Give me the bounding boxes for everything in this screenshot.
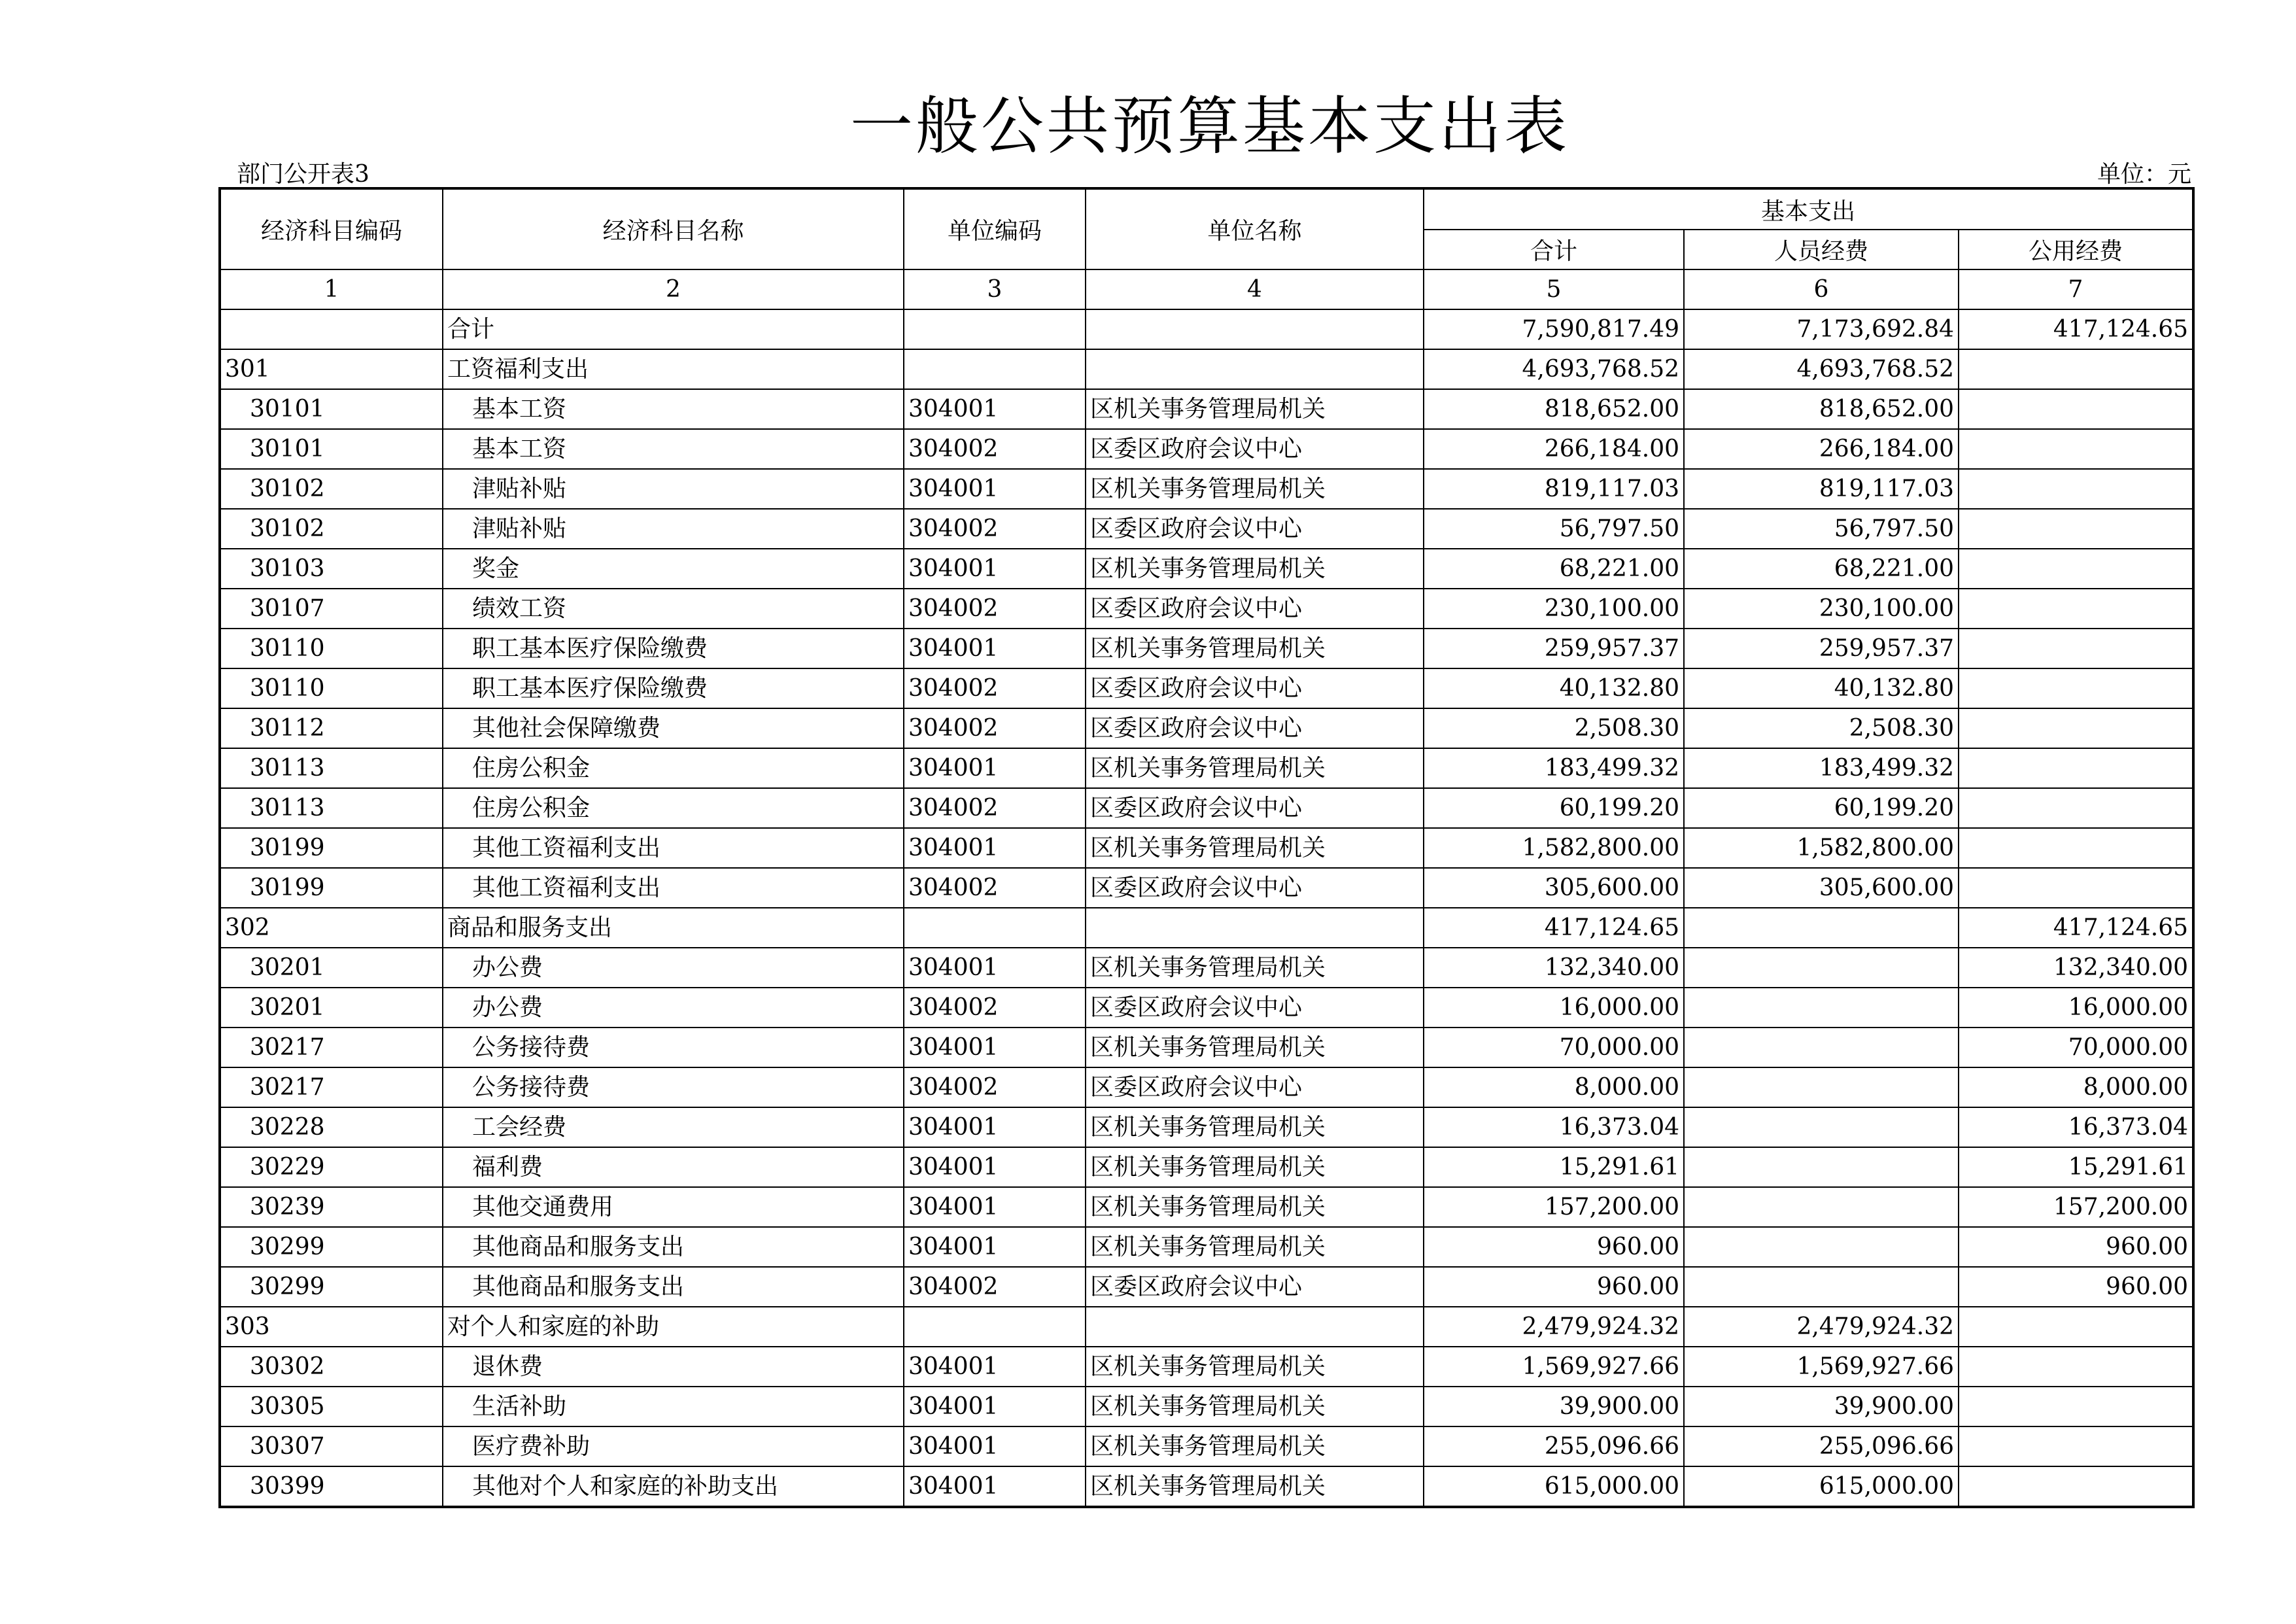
cell-unit-name: 区机关事务管理局机关: [1086, 1147, 1424, 1187]
cell-personnel: 68,221.00: [1684, 549, 1959, 589]
cell-unit-name: 区机关事务管理局机关: [1086, 1347, 1424, 1387]
table-row: [220, 389, 2193, 429]
cell-name: 商品和服务支出: [443, 908, 904, 948]
cell-total: 8,000.00: [1424, 1067, 1684, 1107]
budget-table: [218, 187, 2195, 1508]
cell-unit-name: [1086, 1307, 1424, 1347]
cell-unit-name: 区机关事务管理局机关: [1086, 1466, 1424, 1507]
cell-unit-name: [1086, 908, 1424, 948]
cell-unit-code: 304001: [904, 948, 1086, 988]
cell-total: 1,582,800.00: [1424, 828, 1684, 868]
cell-unit-code: 304002: [904, 868, 1086, 908]
cell-personnel: 818,652.00: [1684, 389, 1959, 429]
cell-total: 183,499.32: [1424, 748, 1684, 788]
table-row: [220, 589, 2193, 629]
cell-unit-code: 304001: [904, 1227, 1086, 1267]
cell-unit-code: 304002: [904, 509, 1086, 549]
cell-unit-name: 区机关事务管理局机关: [1086, 748, 1424, 788]
cell-name: 公务接待费: [443, 1067, 904, 1107]
cell-public: [1959, 1466, 2193, 1507]
cell-unit-code: 304001: [904, 1028, 1086, 1067]
cell-unit-name: 区机关事务管理局机关: [1086, 1227, 1424, 1267]
cell-total: 4,693,768.52: [1424, 349, 1684, 389]
cell-code: 30239: [220, 1187, 443, 1227]
cell-code: 30299: [220, 1227, 443, 1267]
cell-code: 30399: [220, 1466, 443, 1507]
cell-total: 818,652.00: [1424, 389, 1684, 429]
cell-public: [1959, 828, 2193, 868]
cell-public: 8,000.00: [1959, 1067, 2193, 1107]
column-index: 1: [220, 269, 443, 309]
cell-unit-code: 304001: [904, 389, 1086, 429]
cell-name: 基本工资: [443, 429, 904, 469]
cell-public: 157,200.00: [1959, 1187, 2193, 1227]
cell-personnel: [1684, 1147, 1959, 1187]
table-row: [220, 1426, 2193, 1466]
table-label: 部门公开表3: [237, 161, 369, 188]
cell-public: [1959, 708, 2193, 748]
cell-name: 奖金: [443, 549, 904, 589]
cell-public: [1959, 349, 2193, 389]
cell-total: 70,000.00: [1424, 1028, 1684, 1067]
table-row: [220, 1187, 2193, 1227]
cell-unit-name: 区委区政府会议中心: [1086, 668, 1424, 708]
cell-name: 退休费: [443, 1347, 904, 1387]
cell-public: [1959, 509, 2193, 549]
cell-personnel: [1684, 908, 1959, 948]
cell-total: 255,096.66: [1424, 1426, 1684, 1466]
table-row: [220, 908, 2193, 948]
cell-unit-name: 区机关事务管理局机关: [1086, 469, 1424, 509]
cell-code: 30217: [220, 1067, 443, 1107]
cell-unit-name: 区委区政府会议中心: [1086, 868, 1424, 908]
cell-code: 30101: [220, 429, 443, 469]
column-index: 2: [443, 269, 904, 309]
cell-unit-code: [904, 1307, 1086, 1347]
page-title: 一般公共预算基本支出表: [850, 90, 1569, 163]
cell-unit-code: 304002: [904, 1267, 1086, 1307]
table-row: [220, 429, 2193, 469]
cell-personnel: 230,100.00: [1684, 589, 1959, 629]
cell-name: 对个人和家庭的补助: [443, 1307, 904, 1347]
cell-unit-code: 304001: [904, 1426, 1086, 1466]
table-row: [220, 1466, 2193, 1507]
cell-total: 56,797.50: [1424, 509, 1684, 549]
cell-code: 302: [220, 908, 443, 948]
table-row: [220, 509, 2193, 549]
cell-code: 30110: [220, 668, 443, 708]
cell-code: 303: [220, 1307, 443, 1347]
cell-public: [1959, 1347, 2193, 1387]
cell-personnel: 259,957.37: [1684, 629, 1959, 668]
cell-public: 417,124.65: [1959, 309, 2193, 349]
cell-code: 30199: [220, 828, 443, 868]
cell-unit-name: 区机关事务管理局机关: [1086, 1387, 1424, 1426]
cell-code: 30307: [220, 1426, 443, 1466]
cell-unit-name: 区机关事务管理局机关: [1086, 1107, 1424, 1147]
cell-total: 40,132.80: [1424, 668, 1684, 708]
cell-personnel: 39,900.00: [1684, 1387, 1959, 1426]
cell-name: 其他商品和服务支出: [443, 1267, 904, 1307]
cell-personnel: 2,508.30: [1684, 708, 1959, 748]
cell-name: 住房公积金: [443, 748, 904, 788]
cell-unit-code: 304001: [904, 549, 1086, 589]
cell-unit-name: 区机关事务管理局机关: [1086, 1187, 1424, 1227]
cell-personnel: 7,173,692.84: [1684, 309, 1959, 349]
cell-unit-code: 304001: [904, 1147, 1086, 1187]
cell-code: 30229: [220, 1147, 443, 1187]
column-index: 3: [904, 269, 1086, 309]
cell-code: 30102: [220, 469, 443, 509]
cell-personnel: 819,117.03: [1684, 469, 1959, 509]
cell-unit-code: 304001: [904, 748, 1086, 788]
cell-public: [1959, 868, 2193, 908]
cell-personnel: [1684, 948, 1959, 988]
cell-unit-name: 区机关事务管理局机关: [1086, 948, 1424, 988]
cell-total: 305,600.00: [1424, 868, 1684, 908]
cell-unit-code: 304002: [904, 1067, 1086, 1107]
cell-name: 公务接待费: [443, 1028, 904, 1067]
cell-public: 132,340.00: [1959, 948, 2193, 988]
cell-code: 301: [220, 349, 443, 389]
cell-unit-name: 区委区政府会议中心: [1086, 1067, 1424, 1107]
cell-name: 其他社会保障缴费: [443, 708, 904, 748]
cell-public: [1959, 668, 2193, 708]
cell-code: 30113: [220, 788, 443, 828]
cell-total: 819,117.03: [1424, 469, 1684, 509]
table-row: [220, 469, 2193, 509]
cell-name: 生活补助: [443, 1387, 904, 1426]
column-index: 6: [1684, 269, 1959, 309]
cell-name: 办公费: [443, 948, 904, 988]
cell-code: 30201: [220, 988, 443, 1028]
cell-personnel: [1684, 1028, 1959, 1067]
cell-public: [1959, 1387, 2193, 1426]
cell-public: 70,000.00: [1959, 1028, 2193, 1067]
header-personnel: 人员经费: [1684, 230, 1959, 269]
cell-personnel: 40,132.80: [1684, 668, 1959, 708]
cell-name: 津贴补贴: [443, 469, 904, 509]
cell-code: 30201: [220, 948, 443, 988]
cell-unit-name: 区机关事务管理局机关: [1086, 828, 1424, 868]
cell-public: 16,000.00: [1959, 988, 2193, 1028]
cell-unit-code: 304001: [904, 1387, 1086, 1426]
cell-total: 68,221.00: [1424, 549, 1684, 589]
cell-unit-code: 304002: [904, 708, 1086, 748]
cell-code: 30110: [220, 629, 443, 668]
cell-code: 30101: [220, 389, 443, 429]
cell-unit-code: 304001: [904, 469, 1086, 509]
cell-name: 福利费: [443, 1147, 904, 1187]
cell-code: 30113: [220, 748, 443, 788]
cell-code: 30305: [220, 1387, 443, 1426]
cell-name: 住房公积金: [443, 788, 904, 828]
cell-personnel: 1,582,800.00: [1684, 828, 1959, 868]
cell-name: 职工基本医疗保险缴费: [443, 629, 904, 668]
table-row: [220, 748, 2193, 788]
cell-public: [1959, 389, 2193, 429]
table-row: [220, 1347, 2193, 1387]
cell-public: [1959, 589, 2193, 629]
column-index: 5: [1424, 269, 1684, 309]
table-row: [220, 1107, 2193, 1147]
cell-total: 960.00: [1424, 1227, 1684, 1267]
cell-personnel: 1,569,927.66: [1684, 1347, 1959, 1387]
table-row: [220, 788, 2193, 828]
cell-total: 39,900.00: [1424, 1387, 1684, 1426]
cell-total: 132,340.00: [1424, 948, 1684, 988]
cell-unit-name: 区机关事务管理局机关: [1086, 389, 1424, 429]
cell-unit-name: 区委区政府会议中心: [1086, 509, 1424, 549]
cell-personnel: [1684, 1227, 1959, 1267]
cell-public: [1959, 1307, 2193, 1347]
cell-unit-code: 304002: [904, 668, 1086, 708]
column-index: 4: [1086, 269, 1424, 309]
table-row: [220, 1307, 2193, 1347]
cell-public: [1959, 1426, 2193, 1466]
cell-name: 其他工资福利支出: [443, 828, 904, 868]
cell-unit-code: 304001: [904, 1187, 1086, 1227]
table-row: [220, 828, 2193, 868]
column-index: 7: [1959, 269, 2193, 309]
cell-name: 其他对个人和家庭的补助支出: [443, 1466, 904, 1507]
cell-unit-name: 区委区政府会议中心: [1086, 589, 1424, 629]
cell-public: [1959, 549, 2193, 589]
cell-unit-name: 区机关事务管理局机关: [1086, 629, 1424, 668]
cell-public: 15,291.61: [1959, 1147, 2193, 1187]
table-row: [220, 1147, 2193, 1187]
table-row: [220, 1267, 2193, 1307]
cell-public: 960.00: [1959, 1227, 2193, 1267]
table-row: [220, 988, 2193, 1028]
cell-personnel: 2,479,924.32: [1684, 1307, 1959, 1347]
cell-public: [1959, 629, 2193, 668]
cell-unit-name: 区机关事务管理局机关: [1086, 1426, 1424, 1466]
cell-code: 30302: [220, 1347, 443, 1387]
header-code: 经济科目编码: [220, 188, 443, 269]
cell-unit-name: 区委区政府会议中心: [1086, 788, 1424, 828]
cell-personnel: [1684, 1067, 1959, 1107]
cell-total: 417,124.65: [1424, 908, 1684, 948]
cell-total: 266,184.00: [1424, 429, 1684, 469]
cell-public: [1959, 788, 2193, 828]
cell-unit-code: 304002: [904, 988, 1086, 1028]
cell-code: 30299: [220, 1267, 443, 1307]
table-row: [220, 868, 2193, 908]
cell-personnel: [1684, 1107, 1959, 1147]
unit-label: 单位：元: [2097, 161, 2191, 188]
table-row: [220, 349, 2193, 389]
cell-code: 30102: [220, 509, 443, 549]
cell-personnel: 266,184.00: [1684, 429, 1959, 469]
cell-personnel: [1684, 1187, 1959, 1227]
cell-total: 16,000.00: [1424, 988, 1684, 1028]
cell-unit-code: 304002: [904, 429, 1086, 469]
cell-unit-code: 304001: [904, 1347, 1086, 1387]
table-row: [220, 629, 2193, 668]
cell-code: 30217: [220, 1028, 443, 1067]
cell-name: 工会经费: [443, 1107, 904, 1147]
cell-personnel: [1684, 1267, 1959, 1307]
cell-unit-code: 304001: [904, 1107, 1086, 1147]
cell-unit-code: 304002: [904, 589, 1086, 629]
cell-total: 1,569,927.66: [1424, 1347, 1684, 1387]
cell-total: 15,291.61: [1424, 1147, 1684, 1187]
table-row: [220, 1387, 2193, 1426]
header-name: 经济科目名称: [443, 188, 904, 269]
cell-total: 157,200.00: [1424, 1187, 1684, 1227]
cell-name: 其他工资福利支出: [443, 868, 904, 908]
cell-total: 2,508.30: [1424, 708, 1684, 748]
cell-unit-name: 区委区政府会议中心: [1086, 429, 1424, 469]
cell-public: 16,373.04: [1959, 1107, 2193, 1147]
table-row: [220, 309, 2193, 349]
cell-name: 其他交通费用: [443, 1187, 904, 1227]
cell-total: 7,590,817.49: [1424, 309, 1684, 349]
cell-name: 办公费: [443, 988, 904, 1028]
cell-code: [220, 309, 443, 349]
cell-name: 其他商品和服务支出: [443, 1227, 904, 1267]
header-unit-name: 单位名称: [1086, 188, 1424, 269]
cell-unit-name: 区机关事务管理局机关: [1086, 549, 1424, 589]
cell-unit-code: [904, 309, 1086, 349]
cell-unit-name: [1086, 349, 1424, 389]
header-unit-code: 单位编码: [904, 188, 1086, 269]
cell-unit-code: [904, 908, 1086, 948]
cell-total: 60,199.20: [1424, 788, 1684, 828]
header-total: 合计: [1424, 230, 1684, 269]
cell-personnel: 60,199.20: [1684, 788, 1959, 828]
table-row: [220, 1067, 2193, 1107]
cell-total: 230,100.00: [1424, 589, 1684, 629]
cell-name: 合计: [443, 309, 904, 349]
table-row: [220, 948, 2193, 988]
table-row: [220, 1028, 2193, 1067]
cell-code: 30107: [220, 589, 443, 629]
table-row: [220, 1227, 2193, 1267]
cell-name: 津贴补贴: [443, 509, 904, 549]
cell-personnel: 305,600.00: [1684, 868, 1959, 908]
header-public: 公用经费: [1959, 230, 2193, 269]
cell-personnel: 255,096.66: [1684, 1426, 1959, 1466]
cell-unit-name: 区委区政府会议中心: [1086, 1267, 1424, 1307]
cell-public: 417,124.65: [1959, 908, 2193, 948]
table-row: [220, 708, 2193, 748]
cell-public: [1959, 429, 2193, 469]
cell-name: 工资福利支出: [443, 349, 904, 389]
cell-name: 基本工资: [443, 389, 904, 429]
cell-unit-code: [904, 349, 1086, 389]
cell-unit-name: [1086, 309, 1424, 349]
cell-total: 16,373.04: [1424, 1107, 1684, 1147]
cell-total: 615,000.00: [1424, 1466, 1684, 1507]
cell-name: 职工基本医疗保险缴费: [443, 668, 904, 708]
cell-unit-code: 304001: [904, 828, 1086, 868]
cell-name: 绩效工资: [443, 589, 904, 629]
table-row: [220, 549, 2193, 589]
header-basic-expense: 基本支出: [1424, 188, 2193, 230]
cell-unit-name: 区委区政府会议中心: [1086, 708, 1424, 748]
cell-unit-code: 304001: [904, 629, 1086, 668]
cell-public: [1959, 748, 2193, 788]
cell-personnel: 615,000.00: [1684, 1466, 1959, 1507]
cell-unit-name: 区委区政府会议中心: [1086, 988, 1424, 1028]
cell-total: 960.00: [1424, 1267, 1684, 1307]
cell-personnel: 183,499.32: [1684, 748, 1959, 788]
cell-total: 259,957.37: [1424, 629, 1684, 668]
table-row: [220, 668, 2193, 708]
cell-code: 30103: [220, 549, 443, 589]
cell-unit-code: 304002: [904, 788, 1086, 828]
cell-personnel: [1684, 988, 1959, 1028]
cell-unit-code: 304001: [904, 1466, 1086, 1507]
cell-code: 30199: [220, 868, 443, 908]
cell-code: 30112: [220, 708, 443, 748]
table-body: [220, 309, 2193, 1507]
cell-name: 医疗费补助: [443, 1426, 904, 1466]
cell-public: 960.00: [1959, 1267, 2193, 1307]
cell-code: 30228: [220, 1107, 443, 1147]
cell-personnel: 4,693,768.52: [1684, 349, 1959, 389]
cell-public: [1959, 469, 2193, 509]
cell-personnel: 56,797.50: [1684, 509, 1959, 549]
cell-unit-name: 区机关事务管理局机关: [1086, 1028, 1424, 1067]
cell-total: 2,479,924.32: [1424, 1307, 1684, 1347]
